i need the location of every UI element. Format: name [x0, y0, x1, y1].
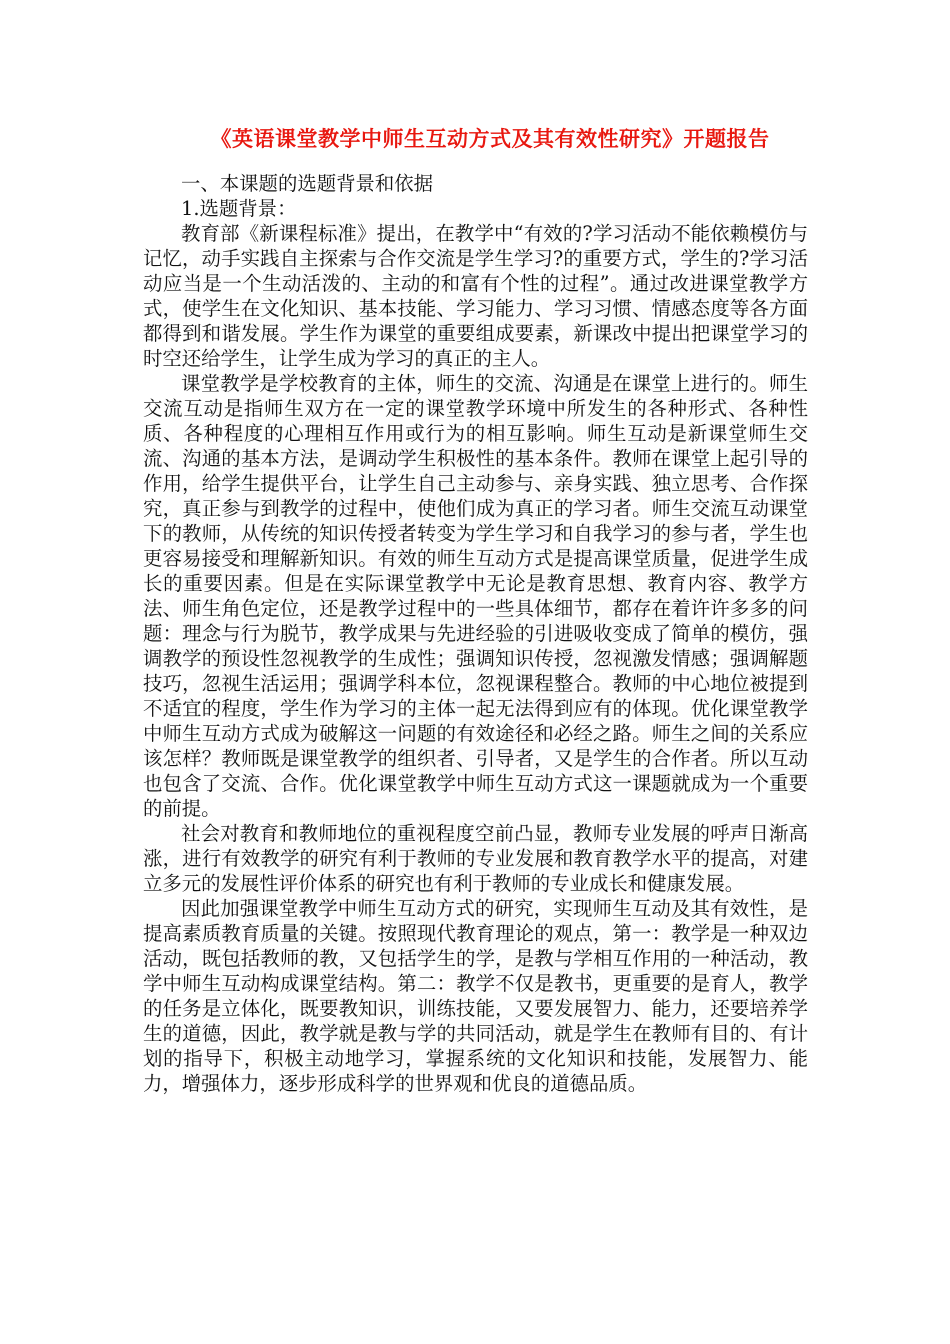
paragraph-4: 因此加强课堂教学中师生互动方式的研究，实现师生互动及其有效性，是提高素质教育质量的关键。按照现代教育理论的观点，第一：教学是一种双边活动，既包括教师的教，又包括学生的学，是教与学相互作用的一种活动，教学中师生互动构成课堂结构。第二：教学不仅是教书，更重要的是育人，教学的任务是立体化，既要教知识，训练技能，又要发展智力、能力，还要培养学生的道德，因此，教学就是教与学的共同活动，就是学生在教师有目的、有计划的指导下，积极主动地学习，掌握系统的文化知识和技能，发展智力、能力，增强体力，逐步形成科学的世界观和优良的道德品质。 — [143, 897, 808, 1095]
subsection-heading: 1.选题背景： — [181, 197, 297, 220]
page-title: 《英语课堂教学中师生互动方式及其有效性研究》开题报告 — [210, 126, 770, 151]
paragraph-2: 课堂教学是学校教育的主体，师生的交流、沟通是在课堂上进行的。师生交流互动是指师生双方在一定的课堂教学环境中所发生的各种形式、各种性质、各种程度的心理相互作用或行为的相互影响。师生互动是新课堂师生交流、沟通的基本方法，是调动学生积极性的基本条件。教师在课堂上起引导的作用，给学生提供平台，让学生自己主动参与、亲身实践、独立思考、合作探究，真正参与到教学的过程中，使他们成为真正的学习者。师生交流互动课堂下的教师，从传统的知识传授者转变为学生学习和自我学习的参与者，学生也更容易接受和理解新知识。有效的师生互动方式是提高课堂质量，促进学生成长的重要因素。但是在实际课堂教学中无论是教育思想、教育内容、教学方法、师生角色定位，还是教学过程中的一些具体细节，都存在着许许多多的问题：理念与行为脱节，教学成果与先进经验的引进吸收变成了简单的模仿，强调教学的预设性忽视教学的生成性；强调知识传授，忽视激发情感；强调解题技巧，忽视生活运用；强调学科本位，忽视课程整合。教师的中心地位被提到不适宜的程度，学生作为学习的主体一起无法得到应有的体现。优化课堂教学中师生互动方式成为破解这一问题的有效途径和必经之路。师生之间的关系应该怎样？教师既是课堂教学的组织者、引导者，又是学生的合作者。所以互动也包含了交流、合作。优化课堂教学中师生互动方式这一课题就成为一个重要的前提。 — [143, 372, 808, 820]
paragraph-1: 教育部《新课程标准》提出，在教学中“有效的?学习活动不能依赖模仿与记忆，动手实践自主探索与合作交流是学生学习?的重要方式，学生的?学习活动应当是一个生动活泼的、主动的和富有个性的过程”。通过改进课堂教学方式，使学生在文化知识、基本技能、学习能力、学习习惯、情感态度等各方面都得到和谐发展。学生作为课堂的重要组成要素，新课改中提出把课堂学习的时空还给学生，让学生成为学习的真正的主人。 — [143, 222, 808, 370]
document-body — [143, 171, 808, 1096]
section-heading: 一、本课题的选题背景和依据 — [181, 172, 434, 195]
paragraph-3: 社会对教育和教师地位的重视程度空前凸显，教师专业发展的呼声日渐高涨，进行有效教学的研究有利于教师的专业发展和教育教学水平的提高，对建立多元的发展性评价体系的研究也有利于教师的专业成长和健康发展。 — [143, 822, 808, 895]
